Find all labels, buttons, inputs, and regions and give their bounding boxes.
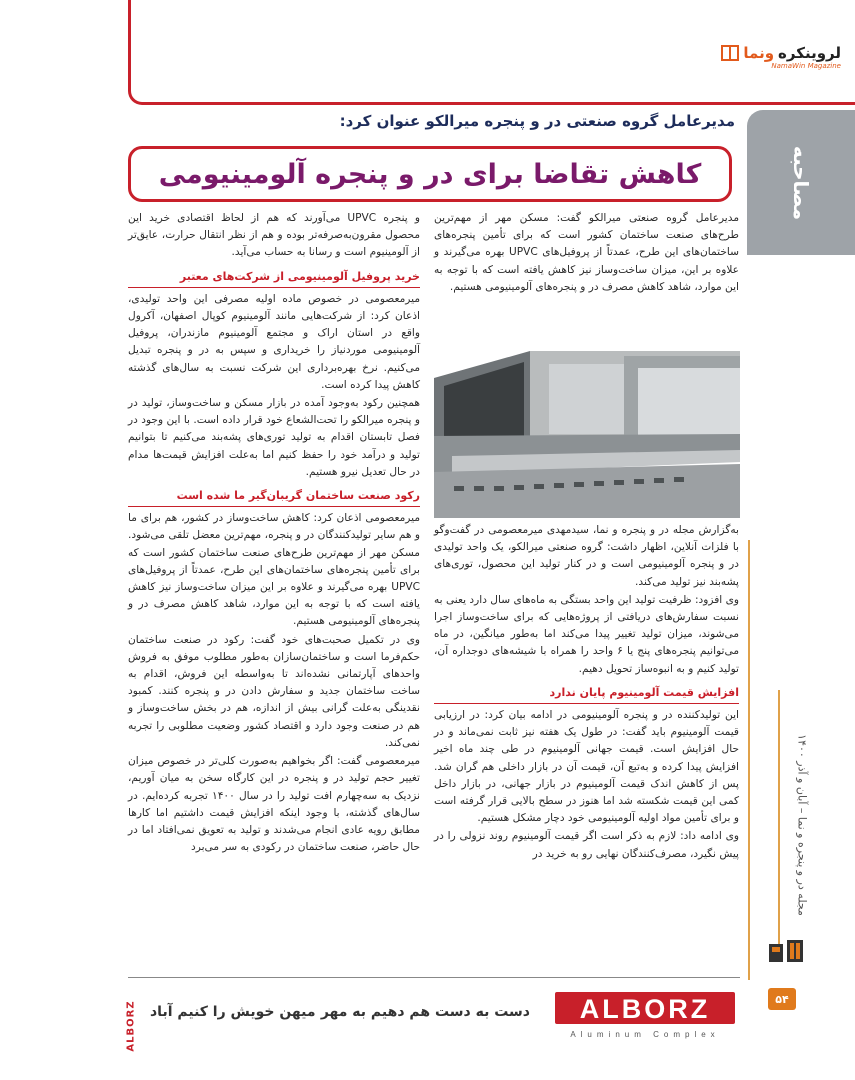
alborz-logo-subtext: Aluminum Complex bbox=[570, 1030, 720, 1039]
vertical-brand: ALBORZ bbox=[125, 1000, 137, 1052]
logo-english: NamaWin Magazine bbox=[771, 62, 841, 70]
window-profile-photo bbox=[434, 346, 740, 518]
article-title: کاهش تقاضا برای در و پنجره آلومینیومی bbox=[128, 146, 732, 202]
slogan-part-2: میهن خویش را کنیم آباد bbox=[150, 1004, 316, 1020]
subheading: افزایش قیمت آلومینیوم پایان ندارد bbox=[434, 684, 739, 704]
paragraph: وی افزود: ظرفیت تولید این واحد بستگی به ماه‌های سال دارد یعنی به نسبت سفارش‌های دریافتی از پروژه‌هایی که برای ساخت‌وساز اجرا می‌شوند، میزان تولید تغییر پیدا می‌کند اما به‌طور میانگین، در ماه می‌توانیم پنجره‌های پنج یا ۶ واحد را همراه با شیشه‌های دوجداره آن، تولید کنیم و به انبوه‌ساز تحویل دهیم. bbox=[433, 593, 739, 675]
window-icon bbox=[721, 45, 739, 61]
page-number: ۵۴ bbox=[768, 988, 796, 1010]
paragraph: میرمعصومی در خصوص ماده اولیه مصرفی این واحد تولیدی، اذعان کرد: از شرکت‌هایی مانند آلومینیوم کوپال اصفهان، آکرول واقع در استان اراک و مجتمع آلومینیوم مازندران، پروفیل آلومینیومی موردنیاز را خریداری و سپس به در و پنجره تبدیل می‌کنیم. نرخ بهره‌برداری این شرکت نسبت به سال‌های گذشته کاهش پیدا کرده است. bbox=[128, 292, 420, 391]
paragraph: وی در تکمیل صحبت‌های خود گفت: رکود در صنعت ساختمان حکم‌فرما است و ساختمان‌سازان به‌طور مطلوب موفق به فروش واحدهای آپارتمانی نشده‌اند تا به‌واسطه این فروش، اقدام به ساخت ساختمان جدید و سفارش دادن در و پنجره کنند. کمبود نقدینگی به‌علت گرانی بیش از اندازه، هم در بخش ساخت‌وساز و هم در صنعت وجود دارد و اقتصاد کشور وضعیت مطلوبی را تجربه نمی‌کند. bbox=[128, 633, 420, 749]
paragraph: این تولیدکننده در و پنجره آلومینیومی در ادامه بیان کرد: در ارزیابی قیمت آلومینیوم باید گفت: در طول یک هفته نیز ثابت نمی‌ماند و در حال افزایش است. قیمت جهانی آلومینیوم در طی چند ماه اخیر افزایش پیدا کرده و به‌تبع آن، قیمت آن در بازار داخلی هم گران شد. پس از کاهش اندک قیمت آلومینیوم در بازار جهانی، در بازار داخل کمی این قیمت شکسته شد اما هنوز در سطح بالایی قرار گرفته است و برای تأمین مواد اولیه آلومینیومی خود دچار مشکل هستیم. bbox=[434, 709, 739, 825]
paragraph: وی ادامه داد: لازم به ذکر است اگر قیمت آلومینیوم روند نزولی را در پیش نگیرد، مصرف‌کنندگان نهایی رو به خرید در bbox=[434, 830, 739, 860]
paragraph: به‌گزارش مجله در و پنجره و نما، سیدمهدی میرمعصومی در گفت‌وگو با فلزات آنلاین، اظهار داشت: گروه صنعتی میرالکو، یک واحد تولیدی در و پنجره آلومینیومی است و در کنار تولید این محصول، توری‌های پشه‌بند نیز تولید می‌کند. bbox=[434, 524, 739, 588]
side-caption: مجله در و پنجره و نما – آبان و آذر ۱۴۰۰ bbox=[795, 734, 809, 916]
section-tab bbox=[747, 110, 855, 255]
door-window-icon bbox=[767, 938, 805, 968]
article-supertitle: مدیرعامل گروه صنعتی در و پنجره میرالکو عنوان کرد: bbox=[339, 112, 735, 130]
side-rule bbox=[748, 540, 750, 980]
alborz-logo bbox=[555, 990, 735, 1042]
side-caption-bar bbox=[778, 690, 780, 960]
section-label: مصاحبه bbox=[789, 145, 813, 220]
subheading: رکود صنعت ساختمان گریبان‌گیر ما شده است bbox=[128, 487, 420, 507]
paragraph: میرمعصومی اذعان کرد: کاهش ساخت‌وساز در کشور، هم برای ما و هم سایر تولیدکنندگان در و پنجره، مهم‌ترین معضل تلقی می‌شود. مسکن مهر از مهم‌ترین طرح‌های صنعت ساختمان کشور است که برای تأمین پنجره‌های ساختمان‌های این طرح، عمدتاً از پروفیل‌های UPVC بهره می‌گیرند و علاوه بر این میزان ساخت‌وساز نیز کاهش یافته است که با توجه به این موارد، شاهد کاهش مصرف در و پنجره‌های آلومینیومی هستیم. bbox=[128, 512, 420, 628]
logo-text-1: لروینکره bbox=[778, 44, 841, 62]
logo-text-2: ونما bbox=[743, 44, 775, 62]
left-column bbox=[128, 210, 420, 857]
intro-paragraph: مدیرعامل گروه صنعتی میرالکو گفت: مسکن مهر از مهم‌ترین طرح‌های صنعت ساختمان کشور است که برای تأمین پنجره‌های ساختمان‌های این طرح، عمدتاً از پروفیل‌های UPVC بهره می‌گیرند و علاوه بر این، میزان ساخت‌وساز نیز کاهش یافته است که با توجه به این موارد، شاهد کاهش مصرف در و پنجره‌های آلومینیومی هستیم. bbox=[434, 212, 740, 293]
footer-slogan bbox=[150, 1004, 530, 1020]
footer-rule bbox=[128, 977, 740, 978]
slogan-part-1: دست به دست هم دهیم به مهر bbox=[320, 1004, 530, 1020]
subheading: خرید پروفیل آلومینیومی از شرکت‌های معتبر bbox=[128, 268, 420, 288]
right-column-top bbox=[434, 210, 739, 297]
right-column-bottom bbox=[434, 522, 739, 864]
alborz-logo-text: ALBORZ bbox=[579, 994, 711, 1024]
magazine-logo bbox=[681, 44, 841, 80]
paragraph: میرمعصومی گفت: اگر بخواهیم به‌صورت کلی‌تر در خصوص میزان تغییر حجم تولید در و پنجره در این کارگاه سخن به میان آوریم، نزدیک به سه‌چهارم افت تولید را در سال ۱۴۰۰ تجربه کرده‌ایم. در سال‌های گذشته، با وجود اینکه افزایش قیمت داشتیم اما کارها مطابق رویه عادی انجام می‌شدند و تولید به تعویق نمی‌افتاد اما در حال حاضر، صنعت ساختمان در رکودی به سر می‌برد bbox=[128, 755, 420, 854]
paragraph: و پنجره UPVC می‌آورند که هم از لحاظ اقتصادی خرید این محصول مقرون‌به‌صرفه‌تر بوده و هم از نظر انتقال حرارت، عایق‌تر از آلومینیوم است و رسانا به حساب می‌آید. bbox=[128, 212, 420, 259]
paragraph: همچنین رکود به‌وجود آمده در بازار مسکن و ساخت‌وساز، تولید در و پنجره میرالکو را تحت‌الشعاع خود قرار داده است. با این وجود در فصل تابستان اقدام به تولید توری‌های پشه‌بند می‌کنیم تا بتوانیم تولید و درآمد خود را حفظ کنیم اما به‌علت افزایش قیمت‌ها مدام در حال تعدیل نیرو هستیم. bbox=[128, 397, 420, 478]
